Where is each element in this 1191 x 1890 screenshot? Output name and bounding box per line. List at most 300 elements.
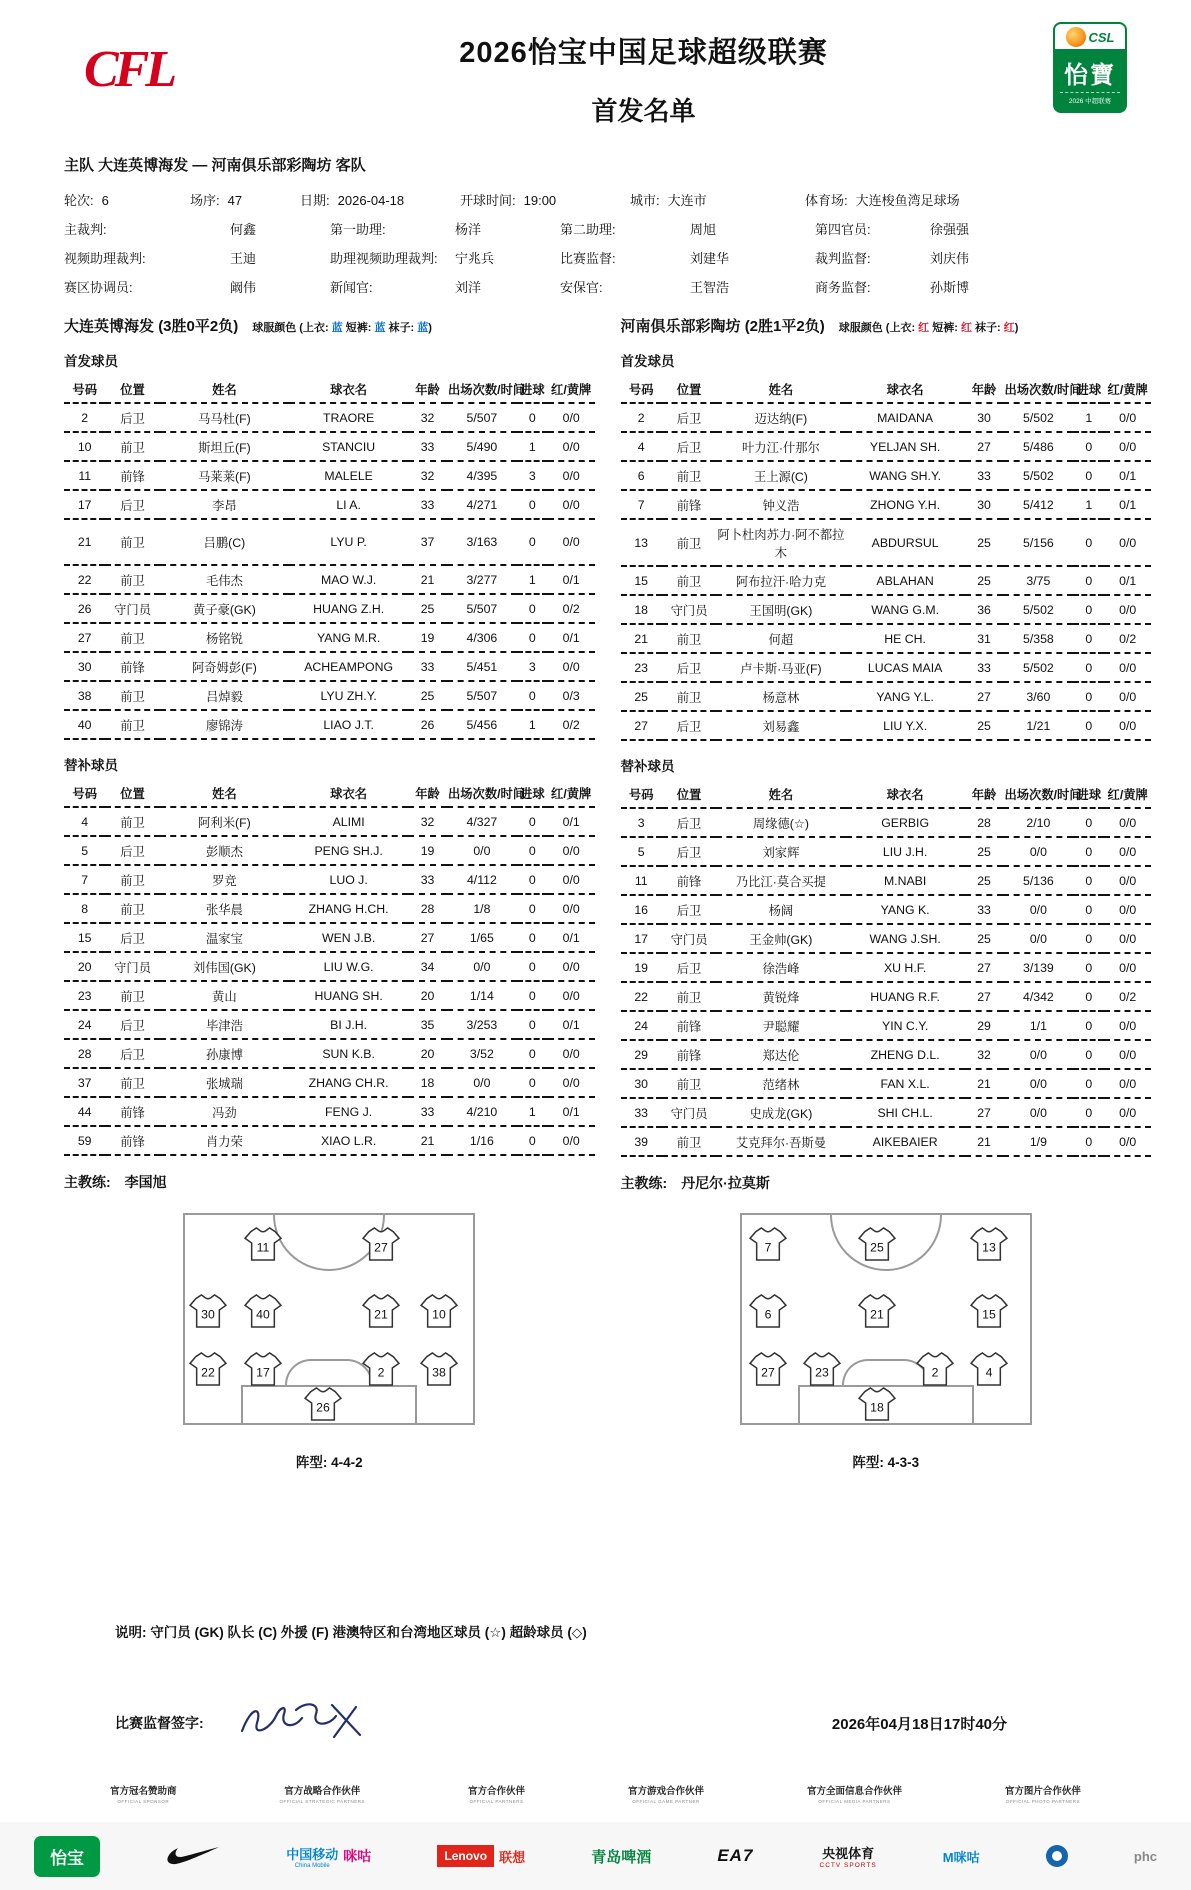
player-cell: 后卫 xyxy=(662,953,716,982)
svg-text:11: 11 xyxy=(256,1240,270,1255)
player-cell: 25 xyxy=(965,866,1004,895)
player-cell: 7 xyxy=(64,865,105,894)
player-cell: 史成龙(GK) xyxy=(716,1098,845,1127)
info-label: 赛区协调员: xyxy=(64,280,133,295)
player-cell: 11 xyxy=(621,866,662,895)
info-pair xyxy=(630,190,805,209)
player-cell: 0 xyxy=(517,865,548,894)
jersey-icon xyxy=(970,1227,1008,1261)
player-cell: 前卫 xyxy=(662,624,716,653)
player-cell: 5/502 xyxy=(1003,653,1073,682)
player-cell: 4/327 xyxy=(447,807,517,836)
player-row xyxy=(64,403,595,432)
player-cell: 0/1 xyxy=(1104,566,1151,595)
player-cell: 0 xyxy=(517,519,548,565)
player-cell: 0/0 xyxy=(548,981,595,1010)
player-row xyxy=(621,403,1152,432)
player-cell: 守门员 xyxy=(105,952,159,981)
partner-tier: 官方图片合作伙伴 OFFICIAL PHOTO PARTNERS xyxy=(1004,1786,1081,1804)
player-cell: 0/0 xyxy=(1104,1011,1151,1040)
player-cell: 5/451 xyxy=(447,652,517,681)
player-cell: 后卫 xyxy=(662,432,716,461)
player-cell: 0/0 xyxy=(548,894,595,923)
player-cell: 30 xyxy=(64,652,105,681)
player-cell: 0/0 xyxy=(548,403,595,432)
player-cell: 前锋 xyxy=(662,490,716,519)
player-cell: 郑达伦 xyxy=(716,1040,845,1069)
player-cell: 杨意林 xyxy=(716,682,845,711)
column-header-row xyxy=(64,780,595,807)
player-cell: 0/0 xyxy=(548,490,595,519)
player-row xyxy=(621,519,1152,566)
player-cell: 钟义浩 xyxy=(716,490,845,519)
player-cell: 前卫 xyxy=(105,565,159,594)
player-cell: 0 xyxy=(1073,866,1104,895)
jersey-icon xyxy=(749,1294,787,1328)
player-cell: HUANG SH. xyxy=(289,981,408,1010)
jersey-icon xyxy=(970,1294,1008,1328)
player-cell: 后卫 xyxy=(105,923,159,952)
player-cell: 王国明(GK) xyxy=(716,595,845,624)
player-cell: 29 xyxy=(965,1011,1004,1040)
player-cell: 5/507 xyxy=(447,403,517,432)
player-cell: 17 xyxy=(64,490,105,519)
svg-text:15: 15 xyxy=(982,1307,997,1322)
player-cell: 1 xyxy=(517,432,548,461)
player-cell: 前卫 xyxy=(662,682,716,711)
player-cell: 0 xyxy=(517,1126,548,1155)
nike-swoosh-icon xyxy=(166,1846,220,1866)
player-cell: 0 xyxy=(1073,1040,1104,1069)
player-row xyxy=(64,1068,595,1097)
info-label: 场序: xyxy=(190,193,220,208)
player-cell: WANG G.M. xyxy=(846,595,965,624)
partner-tier: 官方合作伙伴 OFFICIAL PARTNERS xyxy=(468,1786,526,1804)
player-cell: 5/156 xyxy=(1003,519,1073,566)
player-cell: 7 xyxy=(621,490,662,519)
player-cell: YANG K. xyxy=(846,895,965,924)
away-starters-label: 首发球员 xyxy=(620,354,675,369)
player-cell: 5/456 xyxy=(447,710,517,739)
player-cell: 33 xyxy=(408,432,447,461)
player-cell: LUCAS MAIA xyxy=(846,653,965,682)
player-cell: 3/60 xyxy=(1003,682,1073,711)
player-cell: LI A. xyxy=(289,490,408,519)
player-cell: HUANG Z.H. xyxy=(289,594,408,623)
player-cell: WANG J.SH. xyxy=(846,924,965,953)
partner-tier: 官方冠名赞助商 OFFICIAL SPONSOR xyxy=(110,1786,177,1804)
player-row xyxy=(621,1011,1152,1040)
player-cell: ZHANG H.CH. xyxy=(289,894,408,923)
player-cell: 26 xyxy=(64,594,105,623)
player-cell: 25 xyxy=(965,566,1004,595)
home-team-name: 大连英博海发 (3胜0平2负) xyxy=(64,318,239,335)
player-cell: 斯坦丘(F) xyxy=(160,432,289,461)
player-cell: 0 xyxy=(1073,461,1104,490)
player-cell: 后卫 xyxy=(662,808,716,837)
column-header: 姓名 xyxy=(160,780,289,807)
info-value: 徐强强 xyxy=(930,222,970,237)
player-cell: 刘伟国(GK) xyxy=(160,952,289,981)
cfl-logo-text: CFL xyxy=(84,41,174,98)
player-cell: 0 xyxy=(517,681,548,710)
china-mobile-migu-logo: 中国移动 China Mobile 咪咕 xyxy=(286,1846,372,1869)
player-cell: 1 xyxy=(1073,403,1104,432)
column-header: 红/黄牌 xyxy=(1104,781,1151,808)
column-header: 号码 xyxy=(621,781,662,808)
player-cell: 徐浩峰 xyxy=(716,953,845,982)
column-header: 姓名 xyxy=(716,376,845,403)
player-cell: 0/2 xyxy=(548,710,595,739)
player-cell: 21 xyxy=(965,1127,1004,1156)
player-cell: 15 xyxy=(64,923,105,952)
column-header: 号码 xyxy=(621,376,662,403)
player-cell: 0/0 xyxy=(1104,682,1151,711)
player-row xyxy=(621,653,1152,682)
penalty-arc xyxy=(285,1359,373,1385)
player-row xyxy=(621,924,1152,953)
player-cell: 39 xyxy=(621,1127,662,1156)
svg-text:2: 2 xyxy=(377,1365,385,1380)
player-cell: 0 xyxy=(1073,566,1104,595)
player-row xyxy=(64,519,595,565)
player-cell: 前锋 xyxy=(105,461,159,490)
player-cell: 21 xyxy=(64,519,105,565)
info-pair xyxy=(560,277,815,296)
info-label: 第四官员: xyxy=(815,222,871,237)
player-cell: 叶力江·什那尔 xyxy=(716,432,845,461)
player-cell: 迈达纳(F) xyxy=(716,403,845,432)
column-header: 进球 xyxy=(517,780,548,807)
column-header: 位置 xyxy=(662,376,716,403)
player-cell: 0 xyxy=(1073,1011,1104,1040)
player-cell: 后卫 xyxy=(105,490,159,519)
player-cell: 33 xyxy=(621,1098,662,1127)
player-cell: 19 xyxy=(408,623,447,652)
player-cell: 3/253 xyxy=(447,1010,517,1039)
player-cell: 0/0 xyxy=(1104,924,1151,953)
player-cell: 3/277 xyxy=(447,565,517,594)
player-cell: 0/0 xyxy=(1104,432,1151,461)
player-cell: 19 xyxy=(621,953,662,982)
column-header-row xyxy=(621,376,1152,403)
player-cell: 刘家辉 xyxy=(716,837,845,866)
player-cell: 0/2 xyxy=(548,594,595,623)
player-cell: 前锋 xyxy=(662,1040,716,1069)
svg-text:2: 2 xyxy=(931,1365,939,1380)
player-cell: 27 xyxy=(965,682,1004,711)
svg-text:17: 17 xyxy=(256,1365,270,1380)
jersey-icon xyxy=(858,1387,896,1421)
player-cell: LIAO J.T. xyxy=(289,710,408,739)
player-cell: 31 xyxy=(965,624,1004,653)
player-cell: 32 xyxy=(408,403,447,432)
player-cell: 0/0 xyxy=(447,952,517,981)
player-cell: 守门员 xyxy=(662,1098,716,1127)
player-cell: 0 xyxy=(1073,1127,1104,1156)
player-cell: 0/0 xyxy=(1104,866,1151,895)
jersey-icon xyxy=(244,1227,282,1261)
player-cell: 冯劲 xyxy=(160,1097,289,1126)
info-row xyxy=(64,272,1127,301)
player-cell: 5/486 xyxy=(1003,432,1073,461)
player-row xyxy=(64,1097,595,1126)
player-cell: FENG J. xyxy=(289,1097,408,1126)
player-cell: 0 xyxy=(517,836,548,865)
player-cell: 27 xyxy=(621,711,662,740)
player-cell: 后卫 xyxy=(105,1010,159,1039)
player-cell: 乃比江·莫合买提 xyxy=(716,866,845,895)
player-cell: 守门员 xyxy=(662,595,716,624)
info-pair xyxy=(815,248,1127,267)
player-cell: 前锋 xyxy=(662,1011,716,1040)
player-cell: 黄锐烽 xyxy=(716,982,845,1011)
player-cell: 0/1 xyxy=(1104,461,1151,490)
info-pair xyxy=(190,190,300,209)
player-row xyxy=(621,624,1152,653)
player-cell: 5/507 xyxy=(447,594,517,623)
player-cell: 1 xyxy=(517,710,548,739)
player-cell: 0/0 xyxy=(1104,711,1151,740)
player-cell: 0/1 xyxy=(548,923,595,952)
phc-logo: phc xyxy=(1133,1848,1157,1864)
column-header: 号码 xyxy=(64,780,105,807)
player-cell: 33 xyxy=(408,865,447,894)
jersey-icon xyxy=(803,1352,841,1386)
player-row xyxy=(64,1010,595,1039)
player-cell: LIU Y.X. xyxy=(846,711,965,740)
player-cell: 23 xyxy=(621,653,662,682)
player-row xyxy=(621,682,1152,711)
player-cell: 0/0 xyxy=(548,836,595,865)
player-cell: XIAO L.R. xyxy=(289,1126,408,1155)
away-subs-label: 替补球员 xyxy=(620,759,675,774)
player-cell: FAN X.L. xyxy=(846,1069,965,1098)
player-cell: 32 xyxy=(408,461,447,490)
info-label: 视频助理裁判: xyxy=(64,251,146,266)
player-cell: 5/490 xyxy=(447,432,517,461)
jersey-icon xyxy=(189,1294,227,1328)
column-header: 位置 xyxy=(105,376,159,403)
player-cell: 5/358 xyxy=(1003,624,1073,653)
away-pitch-diagram xyxy=(740,1213,1032,1425)
jersey-icon xyxy=(749,1227,787,1261)
player-cell: 0/0 xyxy=(1003,1098,1073,1127)
home-coach: 主教练: 李国旭 xyxy=(64,1174,167,1190)
player-cell: 温家宝 xyxy=(160,923,289,952)
info-label: 日期: xyxy=(300,193,330,208)
svg-text:21: 21 xyxy=(374,1307,388,1322)
away-starters-table xyxy=(621,376,1152,741)
partner-tier: 官方战略合作伙伴 OFFICIAL STRATEGIC PARTNERS xyxy=(279,1786,366,1804)
info-value: 大连梭鱼湾足球场 xyxy=(855,193,960,208)
player-cell: 0/1 xyxy=(1104,490,1151,519)
player-cell: 肖力荣 xyxy=(160,1126,289,1155)
csl-badge-brand: 怡寶 xyxy=(1064,62,1116,89)
player-cell: 马莱莱(F) xyxy=(160,461,289,490)
player-cell: 后卫 xyxy=(105,1039,159,1068)
player-cell: 马马杜(F) xyxy=(160,403,289,432)
player-cell: 25 xyxy=(965,519,1004,566)
player-cell: SHI CH.L. xyxy=(846,1098,965,1127)
player-row xyxy=(621,711,1152,740)
player-cell: 前卫 xyxy=(662,461,716,490)
player-cell: 37 xyxy=(64,1068,105,1097)
player-cell: SUN K.B. xyxy=(289,1039,408,1068)
player-cell: 前锋 xyxy=(105,1126,159,1155)
player-cell: 16 xyxy=(621,895,662,924)
player-cell: 0/0 xyxy=(1003,924,1073,953)
jersey-icon xyxy=(970,1352,1008,1386)
info-pair xyxy=(330,248,560,267)
player-cell: 1 xyxy=(517,1097,548,1126)
player-row xyxy=(621,566,1152,595)
player-cell: 罗竞 xyxy=(160,865,289,894)
away-team-name: 河南俱乐部彩陶坊 (2胜1平2负) xyxy=(620,318,825,335)
player-cell: 28 xyxy=(408,894,447,923)
info-pair xyxy=(64,190,190,209)
svg-text:23: 23 xyxy=(815,1365,830,1380)
player-cell: 30 xyxy=(621,1069,662,1098)
player-cell: 尹聪耀 xyxy=(716,1011,845,1040)
player-cell: 22 xyxy=(64,565,105,594)
info-label: 裁判监督: xyxy=(815,251,871,266)
player-cell: TRAORE xyxy=(289,403,408,432)
player-cell: 27 xyxy=(965,982,1004,1011)
jersey-icon xyxy=(362,1227,400,1261)
column-header: 年龄 xyxy=(965,781,1004,808)
info-pair xyxy=(64,219,330,238)
away-formation-label: 阵型: 4-3-3 xyxy=(852,1455,920,1470)
player-cell: 37 xyxy=(408,519,447,565)
player-cell: 前卫 xyxy=(105,865,159,894)
info-value: 何鑫 xyxy=(230,222,257,237)
info-value: 孙斯博 xyxy=(930,280,970,295)
signature-label: 比赛监督签字: xyxy=(115,1715,204,1731)
player-cell: 0/0 xyxy=(548,865,595,894)
player-cell: GERBIG xyxy=(846,808,965,837)
player-row xyxy=(621,432,1152,461)
player-cell: 40 xyxy=(64,710,105,739)
player-cell: 21 xyxy=(965,1069,1004,1098)
player-cell: 5/502 xyxy=(1003,403,1073,432)
player-cell: 杨铭锐 xyxy=(160,623,289,652)
player-cell: 王上源(C) xyxy=(716,461,845,490)
player-cell: YELJAN SH. xyxy=(846,432,965,461)
info-value: 47 xyxy=(227,193,243,208)
legend-line: 说明: 守门员 (GK) 队长 (C) 外援 (F) 港澳特区和台湾地区球员 (☆) 超龄球员 (◇) xyxy=(115,1625,587,1640)
player-cell: M.NABI xyxy=(846,866,965,895)
player-cell: 23 xyxy=(64,981,105,1010)
match-info xyxy=(64,185,1127,301)
player-cell: 10 xyxy=(64,432,105,461)
player-cell: 0/0 xyxy=(548,1068,595,1097)
player-cell: 0 xyxy=(517,952,548,981)
player-cell: 1/1 xyxy=(1003,1011,1073,1040)
player-cell: 0 xyxy=(517,894,548,923)
player-cell: YIN C.Y. xyxy=(846,1011,965,1040)
player-cell: 4/395 xyxy=(447,461,517,490)
player-cell: 范绪林 xyxy=(716,1069,845,1098)
player-row xyxy=(64,652,595,681)
player-cell: 前卫 xyxy=(662,982,716,1011)
home-formation-label: 阵型: 4-4-2 xyxy=(295,1455,363,1470)
player-cell: 38 xyxy=(64,681,105,710)
player-cell: 后卫 xyxy=(662,837,716,866)
player-cell: 3/52 xyxy=(447,1039,517,1068)
player-cell: 27 xyxy=(64,623,105,652)
player-cell: WANG SH.Y. xyxy=(846,461,965,490)
player-cell: 0 xyxy=(517,1010,548,1039)
jersey-icon xyxy=(916,1352,954,1386)
info-value: 阚伟 xyxy=(230,280,257,295)
player-cell: 李昂 xyxy=(160,490,289,519)
player-cell: ZHENG D.L. xyxy=(846,1040,965,1069)
player-cell: 0/0 xyxy=(1104,1098,1151,1127)
away-pitch-column xyxy=(621,1213,1152,1471)
info-label: 开球时间: xyxy=(460,193,516,208)
info-label: 轮次: xyxy=(64,193,94,208)
info-value: 周旭 xyxy=(690,222,717,237)
away-team-column xyxy=(621,315,1152,1193)
info-value: 刘洋 xyxy=(455,280,482,295)
player-cell: 0/3 xyxy=(548,681,595,710)
player-cell: LIU W.G. xyxy=(289,952,408,981)
player-cell: 0/1 xyxy=(548,623,595,652)
player-cell: 0/0 xyxy=(1104,837,1151,866)
player-cell: 前卫 xyxy=(105,1068,159,1097)
player-cell: 0/1 xyxy=(548,565,595,594)
player-cell: 后卫 xyxy=(662,711,716,740)
csl-badge-top xyxy=(1055,24,1125,49)
signature-row xyxy=(115,1697,1127,1749)
player-cell: 25 xyxy=(965,924,1004,953)
player-cell: 0 xyxy=(1073,711,1104,740)
home-pitch-diagram xyxy=(183,1213,475,1425)
info-label: 第一助理: xyxy=(330,222,386,237)
svg-text:40: 40 xyxy=(256,1307,270,1322)
info-label: 主裁判: xyxy=(64,222,107,237)
info-label: 体育场: xyxy=(805,193,848,208)
jersey-icon xyxy=(858,1294,896,1328)
player-cell: ACHEAMPONG xyxy=(289,652,408,681)
column-header: 号码 xyxy=(64,376,105,403)
player-cell: 6 xyxy=(621,461,662,490)
player-cell: 0/0 xyxy=(1104,895,1151,924)
player-cell: 59 xyxy=(64,1126,105,1155)
csl-badge xyxy=(1053,22,1127,113)
player-cell: 0 xyxy=(1073,953,1104,982)
pitches-section xyxy=(64,1213,1151,1471)
player-cell: 0 xyxy=(1073,895,1104,924)
player-cell: 何超 xyxy=(716,624,845,653)
player-cell: LYU ZH.Y. xyxy=(289,681,408,710)
signature-datetime: 2026年04月18日17时40分 xyxy=(831,1715,1007,1733)
player-cell: 前卫 xyxy=(105,432,159,461)
lenovo-logo: Lenovo 联想 xyxy=(437,1845,525,1867)
svg-text:25: 25 xyxy=(870,1240,884,1255)
info-pair xyxy=(330,277,560,296)
player-row xyxy=(621,1127,1152,1156)
info-pair xyxy=(64,277,330,296)
player-cell: 0 xyxy=(1073,653,1104,682)
player-row xyxy=(621,595,1152,624)
player-row xyxy=(64,865,595,894)
player-row xyxy=(621,1040,1152,1069)
column-header: 出场次数/时间 xyxy=(1003,376,1073,403)
info-pair xyxy=(815,219,1127,238)
csl-badge-season: 2026 中超联赛 xyxy=(1060,92,1120,111)
